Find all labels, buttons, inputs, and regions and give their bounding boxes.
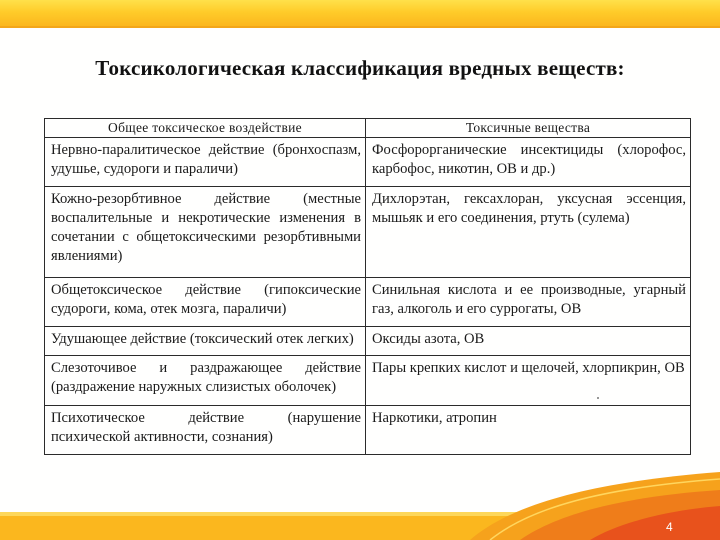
effect-cell: Слезоточивое и раздражающее действие (раздражение наружных слизистых оболочек) [45,356,366,405]
substances-cell: Оксиды азота, ОВ [366,327,691,356]
effect-cell: Общетоксическое действие (гипоксические судороги, кома, отек мозга, параличи) [45,277,366,326]
substances-cell: Фосфорорганические инсектициды (хлорофос, карбофос, никотин, ОВ и др.) [366,138,691,187]
effect-cell: Удушающее действие (токсический отек легких) [45,327,366,356]
effect-cell: Кожно-резорбтивное действие (местные воспалительные и некротические изменения в сочетании с общетоксическими резорбтивными явлениями) [45,187,366,277]
effect-cell: Психотическое действие (нарушение психической активности, сознания) [45,405,366,454]
effect-cell: Нервно-паралитическое действие (бронхоспазм, удушье, судороги и параличи) [45,138,366,187]
substances-cell: Наркотики, атропин [366,405,691,454]
substances-cell: Пары крепких кислот и щелочей, хлорпикрин, ОВ [366,356,691,405]
column-header-effect: Общее токсическое воздействие [45,119,366,138]
slide-title: Токсикологическая классификация вредных веществ: [95,56,625,80]
substances-cell: Дихлорэтан, гексахлоран, уксусная эссенция, мышьяк и его соединения, ртуть (сулема) [366,187,691,277]
column-header-substances: Токсичные вещества [366,119,691,138]
substances-cell: Синильная кислота и ее производные, угарный газ, алкоголь и его суррогаты, ОВ [366,277,691,326]
page-number: 4 [666,520,673,534]
